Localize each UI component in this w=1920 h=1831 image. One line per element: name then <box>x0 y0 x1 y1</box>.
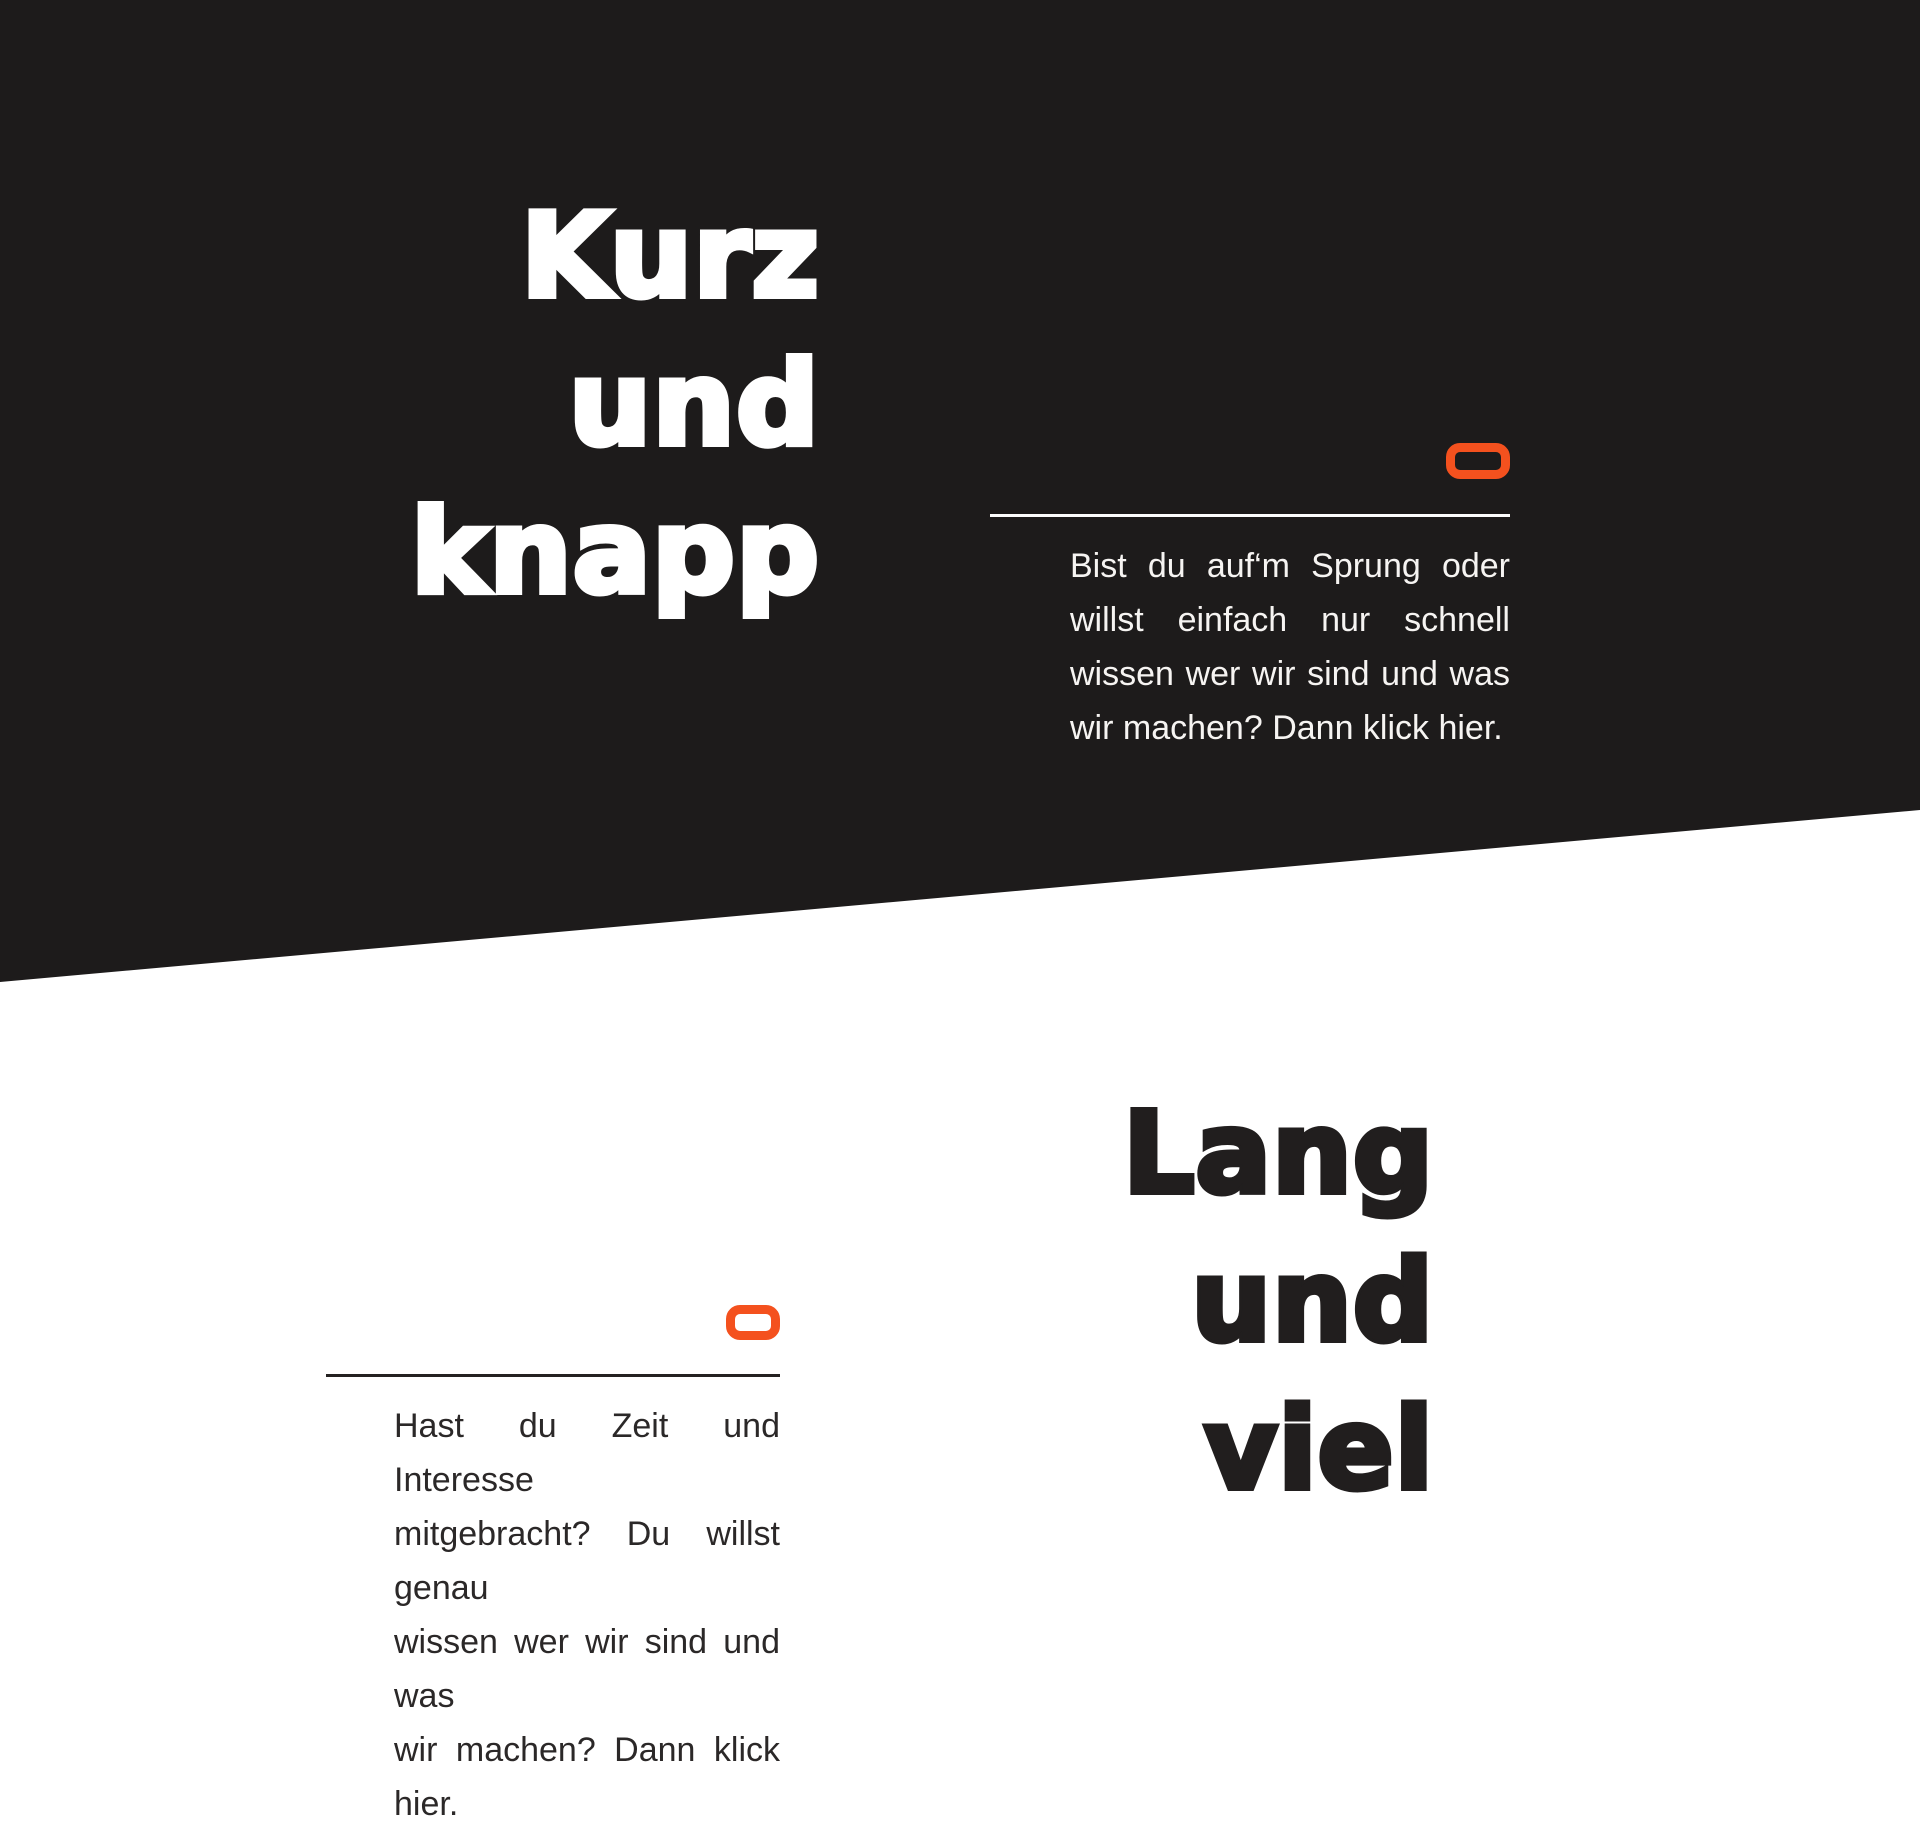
rounded-rect-icon[interactable] <box>726 1305 780 1340</box>
heading-line: und <box>568 337 820 472</box>
short-version-text <box>1070 539 1510 755</box>
short-version-card[interactable] <box>990 443 1510 763</box>
paragraph-line: Bist du auf‘m Sprung oder <box>1070 547 1510 585</box>
heading-line: Kurz <box>520 189 820 324</box>
long-version-text <box>394 1399 780 1831</box>
paragraph-line: wir machen? Dann klick hier. <box>394 1731 780 1823</box>
long-version-card[interactable] <box>326 1305 780 1823</box>
heading-lang-und-viel <box>1123 1080 1434 1524</box>
paragraph-line: willst einfach nur schnell <box>1070 601 1510 639</box>
divider-line <box>990 514 1510 517</box>
paragraph-line: Hast du Zeit und Interesse <box>394 1407 780 1499</box>
heading-line: knapp <box>410 485 820 620</box>
paragraph-line: wissen wer wir sind und was <box>394 1623 780 1715</box>
heading-line: Lang <box>1123 1089 1434 1219</box>
divider-line <box>326 1374 780 1377</box>
heading-line: und <box>1191 1237 1434 1367</box>
paragraph-line: wir machen? Dann klick hier. <box>1070 709 1503 747</box>
paragraph-line: wissen wer wir sind und was <box>1070 655 1510 693</box>
heading-line: viel <box>1204 1385 1434 1515</box>
heading-kurz-und-knapp <box>411 183 820 627</box>
rounded-rect-icon[interactable] <box>1446 443 1510 479</box>
paragraph-line: mitgebracht? Du willst genau <box>394 1515 780 1607</box>
